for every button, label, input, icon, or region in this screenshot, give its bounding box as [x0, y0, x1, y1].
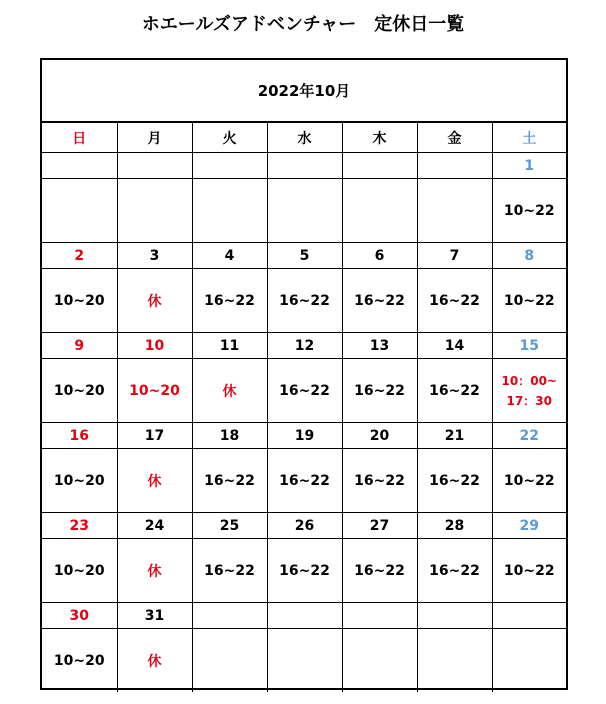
date-cell: 17 [117, 423, 192, 449]
weekday-fri: 金 [417, 123, 492, 153]
hours-cell [492, 629, 566, 693]
hours-cell: 10~20 [42, 359, 117, 423]
date-cell [117, 153, 192, 179]
hours-cell: 16~22 [192, 539, 267, 603]
date-cell [417, 153, 492, 179]
hours-cell [267, 629, 342, 693]
date-cell: 20 [342, 423, 417, 449]
hours-cell [492, 359, 566, 423]
hours-cell [342, 629, 417, 693]
date-cell: 15 [492, 333, 566, 359]
closed-cell: 休 [117, 449, 192, 513]
closed-cell: 休 [117, 539, 192, 603]
date-cell: 12 [267, 333, 342, 359]
hours-row [42, 629, 566, 693]
weekday-thu: 木 [342, 123, 417, 153]
date-cell: 28 [417, 513, 492, 539]
hours-cell: 10~20 [42, 539, 117, 603]
weekday-sat: 土 [492, 123, 566, 153]
date-cell [192, 153, 267, 179]
hours-row [42, 539, 566, 603]
hours-row [42, 269, 566, 333]
date-row [42, 423, 566, 449]
hours-cell [417, 629, 492, 693]
hours-cell: 16~22 [342, 449, 417, 513]
date-cell: 25 [192, 513, 267, 539]
date-cell: 4 [192, 243, 267, 269]
hours-cell [342, 179, 417, 243]
date-cell: 24 [117, 513, 192, 539]
weekday-mon: 月 [117, 123, 192, 153]
date-cell [267, 153, 342, 179]
hours-cell: 10~20 [42, 629, 117, 693]
weekday-tue: 火 [192, 123, 267, 153]
hours-cell: 16~22 [342, 539, 417, 603]
hours-cell [417, 179, 492, 243]
date-cell: 22 [492, 423, 566, 449]
date-row [42, 153, 566, 179]
date-row [42, 243, 566, 269]
hours-cell: 10~20 [117, 359, 192, 423]
closed-cell: 休 [117, 629, 192, 693]
date-cell: 26 [267, 513, 342, 539]
hours-cell: 16~22 [267, 449, 342, 513]
date-cell [42, 153, 117, 179]
hours-cell: 16~22 [192, 269, 267, 333]
closed-cell: 休 [192, 359, 267, 423]
hours-cell: 16~22 [342, 359, 417, 423]
hours-cell: 16~22 [342, 269, 417, 333]
month-title: 2022年10月 [42, 60, 566, 122]
weekday-sun: 日 [42, 123, 117, 153]
hours-cell: 16~22 [267, 269, 342, 333]
hours-cell [192, 629, 267, 693]
date-cell: 9 [42, 333, 117, 359]
date-cell: 1 [492, 153, 566, 179]
weekday-header-row [42, 123, 566, 153]
hours-cell: 16~22 [267, 539, 342, 603]
hours-line: 17：30 [506, 393, 552, 408]
date-cell: 16 [42, 423, 117, 449]
hours-cell [42, 179, 117, 243]
date-cell: 8 [492, 243, 566, 269]
hours-cell: 16~22 [417, 539, 492, 603]
date-cell: 23 [42, 513, 117, 539]
date-cell: 30 [42, 603, 117, 629]
date-cell: 11 [192, 333, 267, 359]
date-cell: 13 [342, 333, 417, 359]
date-cell: 10 [117, 333, 192, 359]
date-cell [267, 603, 342, 629]
hours-row [42, 449, 566, 513]
hours-cell [117, 179, 192, 243]
hours-cell: 16~22 [417, 269, 492, 333]
date-cell: 21 [417, 423, 492, 449]
hours-cell: 10~22 [492, 449, 566, 513]
weekday-wed: 水 [267, 123, 342, 153]
date-cell: 6 [342, 243, 417, 269]
calendar-grid [42, 122, 566, 692]
hours-cell: 16~22 [267, 359, 342, 423]
hours-cell: 10~22 [492, 539, 566, 603]
date-row [42, 513, 566, 539]
hours-cell: 16~22 [192, 449, 267, 513]
date-row [42, 603, 566, 629]
calendar [40, 58, 568, 690]
date-cell: 5 [267, 243, 342, 269]
date-cell: 19 [267, 423, 342, 449]
date-cell: 2 [42, 243, 117, 269]
hours-cell: 10~22 [492, 179, 566, 243]
hours-cell: 10~20 [42, 269, 117, 333]
hours-cell [267, 179, 342, 243]
hours-line: 10：00~ [501, 373, 557, 388]
hours-cell: 16~22 [417, 359, 492, 423]
date-cell: 3 [117, 243, 192, 269]
date-cell [492, 603, 566, 629]
hours-cell: 10~22 [492, 269, 566, 333]
page-title: ホエールズアドベンチャー 定休日一覧 [141, 14, 465, 35]
date-cell: 14 [417, 333, 492, 359]
date-cell [192, 603, 267, 629]
date-cell: 18 [192, 423, 267, 449]
date-cell [417, 603, 492, 629]
hours-row [42, 359, 566, 423]
date-row [42, 333, 566, 359]
date-cell: 7 [417, 243, 492, 269]
hours-cell: 10~20 [42, 449, 117, 513]
date-cell [342, 603, 417, 629]
hours-cell [192, 179, 267, 243]
date-cell [342, 153, 417, 179]
date-cell: 29 [492, 513, 566, 539]
hours-row [42, 179, 566, 243]
hours-cell: 16~22 [417, 449, 492, 513]
date-cell: 31 [117, 603, 192, 629]
date-cell: 27 [342, 513, 417, 539]
closed-cell: 休 [117, 269, 192, 333]
